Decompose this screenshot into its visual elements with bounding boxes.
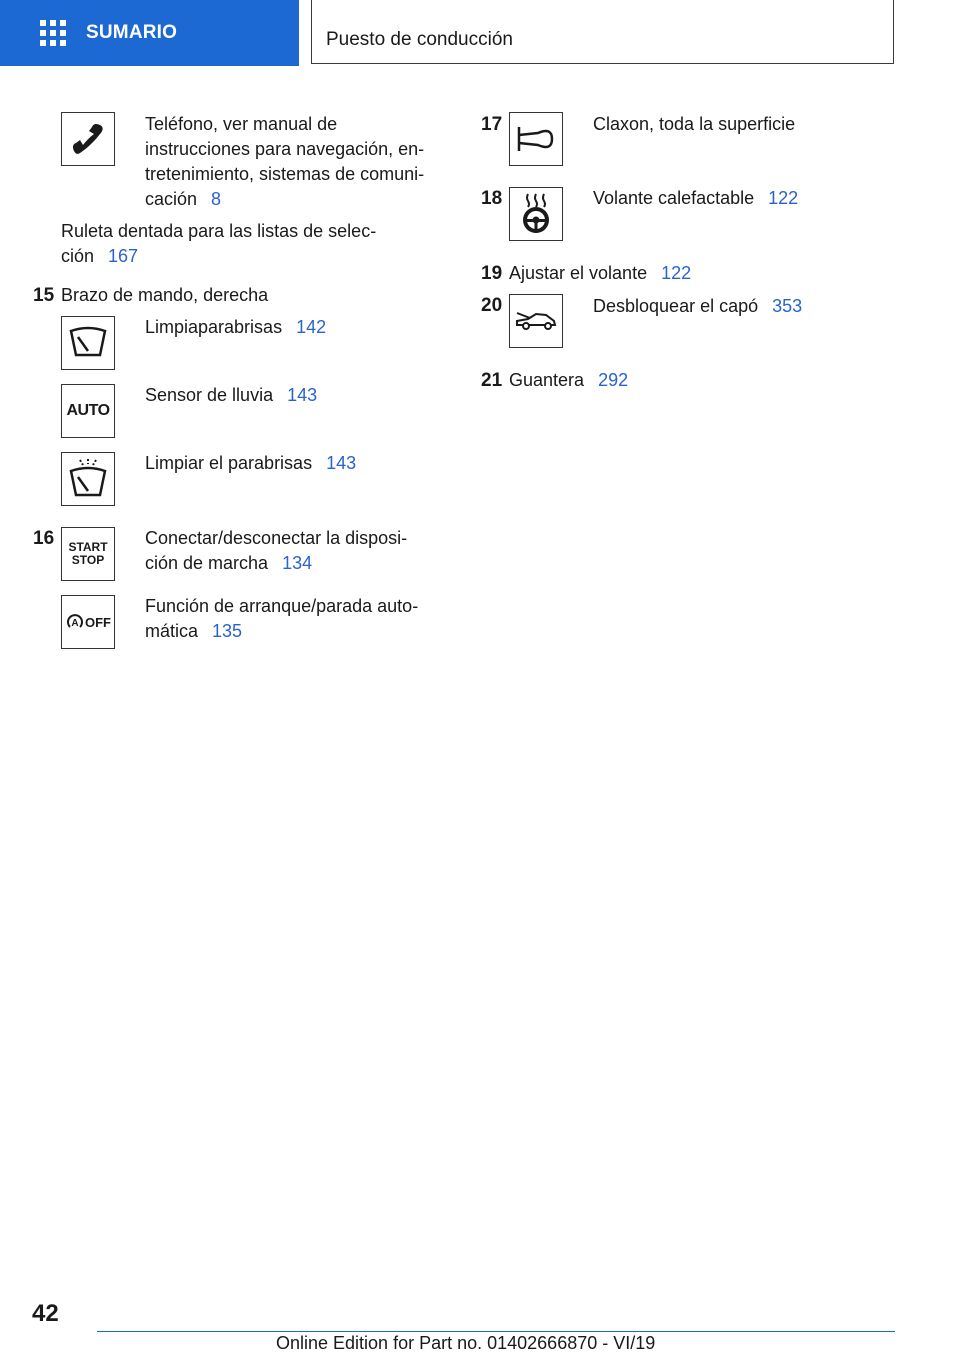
glove-text: Guantera — [509, 370, 585, 390]
wheel-entry — [61, 244, 138, 269]
item-18-number: 18 — [481, 188, 503, 209]
wheel-text-2: ción — [61, 246, 95, 266]
item-17-number: 17 — [481, 114, 503, 135]
item-20-number: 20 — [481, 295, 503, 316]
wash-entry — [145, 451, 356, 476]
footer-edition: Online Edition for Part no. 01402666870 - VI/19 — [276, 1333, 656, 1353]
auto-stop-symbol-icon — [65, 612, 85, 632]
heat-ref-link[interactable]: 122 — [768, 188, 799, 208]
wheel-ref-link[interactable]: 167 — [108, 246, 139, 266]
rain-text: Sensor de lluvia — [145, 385, 274, 405]
wheel-text-1: Ruleta dentada para las listas de selec- — [61, 221, 377, 241]
start-ref-link[interactable]: 134 — [282, 553, 313, 573]
section-title: Puesto de conducción — [326, 29, 513, 50]
start-text-2: ción de marcha — [145, 553, 269, 573]
phone-entry — [145, 187, 221, 212]
phone-text-4: cación — [145, 189, 198, 209]
section-title-box — [311, 0, 894, 64]
heat-text: Volante calefactable — [593, 188, 755, 208]
phone-ref-link[interactable]: 8 — [211, 189, 222, 209]
glove-ref-link[interactable]: 292 — [598, 370, 629, 390]
auto-start-stop-off-icon — [61, 595, 115, 649]
start-entry — [145, 551, 312, 576]
hood-ref-link[interactable]: 353 — [772, 296, 803, 316]
wiper-ref-link[interactable]: 142 — [296, 317, 327, 337]
page-number: 42 — [32, 1300, 59, 1327]
rain-ref-link[interactable]: 143 — [287, 385, 318, 405]
auto-label: AUTO — [66, 402, 110, 419]
autostop-text-2: mática — [145, 621, 199, 641]
phone-text-1: Teléfono, ver manual de — [145, 114, 338, 134]
hood-entry — [593, 294, 802, 319]
item-21-number: 21 — [481, 370, 503, 391]
adjust-ref-link[interactable]: 122 — [661, 263, 692, 283]
autostop-entry — [145, 619, 242, 644]
phone-text-2: instrucciones para navegación, en- — [145, 139, 425, 159]
horn-text: Claxon, toda la superficie — [593, 114, 796, 134]
hood-release-icon — [509, 294, 563, 348]
svg-text:A: A — [71, 618, 79, 629]
glove-entry — [509, 368, 628, 393]
hood-text: Desbloquear el capó — [593, 296, 759, 316]
item-19-number: 19 — [481, 263, 503, 284]
off-label: OFF — [85, 614, 111, 630]
phone-text-3: tretenimiento, sistemas de comuni- — [145, 164, 425, 184]
rain-entry — [145, 383, 317, 408]
autostop-text-1: Función de arranque/parada auto- — [145, 596, 419, 616]
item-16-number: 16 — [33, 528, 55, 549]
start-label: START — [68, 540, 108, 554]
wiper-entry — [145, 315, 326, 340]
washer-icon — [61, 452, 115, 506]
start-text-1: Conectar/desconectar la disposi- — [145, 528, 408, 548]
heat-entry — [593, 186, 798, 211]
adjust-entry — [509, 261, 691, 286]
wiper-icon — [61, 316, 115, 370]
grid-menu-icon — [40, 20, 66, 46]
sumario-label: SUMARIO — [86, 22, 178, 43]
wiper-text: Limpiaparabrisas — [145, 317, 283, 337]
autostop-ref-link[interactable]: 135 — [212, 621, 243, 641]
footer-divider — [97, 1331, 895, 1332]
auto-rain-icon — [61, 384, 115, 438]
adjust-text: Ajustar el volante — [509, 263, 648, 283]
phone-icon — [61, 112, 115, 166]
item-15-text: Brazo de mando, derecha — [61, 285, 269, 305]
wash-text: Limpiar el parabrisas — [145, 453, 313, 473]
horn-icon — [509, 112, 563, 166]
stop-label: STOP — [71, 553, 105, 567]
wash-ref-link[interactable]: 143 — [326, 453, 357, 473]
heated-steering-wheel-icon — [509, 187, 563, 241]
sumario-button[interactable] — [0, 0, 299, 66]
item-15-number: 15 — [33, 285, 55, 306]
start-stop-icon — [61, 527, 115, 581]
